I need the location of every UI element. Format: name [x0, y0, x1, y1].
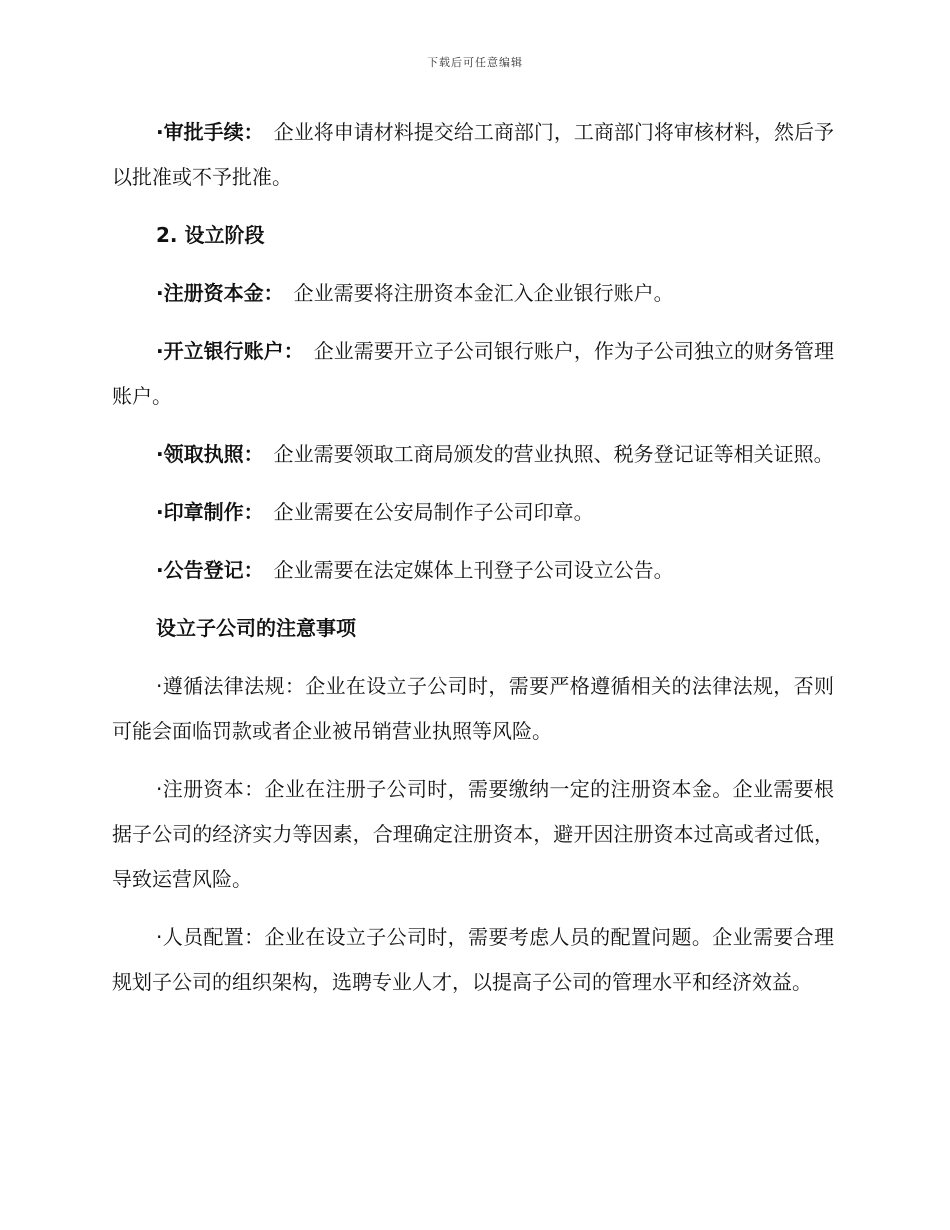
bullet-marker: ·: [156, 777, 163, 801]
paragraph-label: 开立银行账户：: [163, 339, 304, 363]
paragraph-registered-capital-note: [112, 767, 834, 902]
paragraph-approval-procedure: [112, 110, 834, 200]
section-heading-setup-stage: 2. 设立阶段: [156, 223, 265, 247]
paragraph-announcement-registration: [112, 548, 834, 593]
bullet-marker: ·: [156, 120, 164, 144]
paragraph-text: 企业需要在法定媒体上刊登子公司设立公告。: [273, 558, 674, 582]
paragraph-text: 企业在设立子公司时，需要严格遵循相关的法律法规，否则可能会面临罚款或者企业被吊销营业执照等风险。: [112, 674, 835, 743]
paragraph-text: 企业在注册子公司时，需要缴纳一定的注册资本金。企业需要根据子公司的经济实力等因素，合理确定注册资本，避开因注册资本过高或者过低，导致运营风险。: [112, 777, 835, 891]
bullet-marker: ·: [156, 281, 164, 305]
paragraph-registered-capital: [112, 271, 834, 316]
paragraph-open-bank-account: [112, 329, 834, 419]
paragraph-staffing: [112, 915, 834, 1005]
bullet-marker: ·: [156, 500, 164, 524]
page-header: 下载后可任意编辑: [427, 56, 523, 69]
paragraph-label: 领取执照：: [163, 442, 264, 466]
bullet-marker: ·: [156, 674, 163, 698]
paragraph-label: 人员配置：: [162, 925, 265, 949]
paragraph-label: 公告登记：: [163, 558, 264, 582]
paragraph-obtain-license: [112, 432, 834, 477]
bullet-marker: ·: [156, 558, 164, 582]
paragraph-follow-laws: [112, 664, 834, 754]
document-content: [112, 110, 834, 1018]
bullet-marker: ·: [156, 925, 163, 949]
paragraph-text: 企业需要领取工商局颁发的营业执照、税务登记证等相关证照。: [273, 442, 834, 466]
paragraph-label: 审批手续：: [163, 120, 264, 144]
bullet-marker: ·: [156, 339, 164, 363]
paragraph-label: 注册资本金：: [163, 281, 284, 305]
paragraph-text: 企业将申请材料提交给工商部门，工商部门将审核材料，然后予以批准或不予批准。: [112, 120, 835, 189]
paragraph-text: 企业需要在公安局制作子公司印章。: [273, 500, 594, 524]
paragraph-text: 企业在设立子公司时，需要考虑人员的配置问题。企业需要合理规划子公司的组织架构，选聘专业人才，以提高子公司的管理水平和经济效益。: [112, 925, 835, 994]
paragraph-seal-making: [112, 490, 834, 535]
paragraph-label: 注册资本：: [162, 777, 265, 801]
paragraph-text: 企业需要将注册资本金汇入企业银行账户。: [293, 281, 674, 305]
paragraph-label: 遵循法律法规：: [162, 674, 306, 698]
paragraph-text: 企业需要开立子公司银行账户，作为子公司独立的财务管理账户。: [112, 339, 835, 408]
bullet-marker: ·: [156, 442, 164, 466]
section-heading-precautions: 设立子公司的注意事项: [156, 616, 356, 640]
paragraph-label: 印章制作：: [163, 500, 264, 524]
